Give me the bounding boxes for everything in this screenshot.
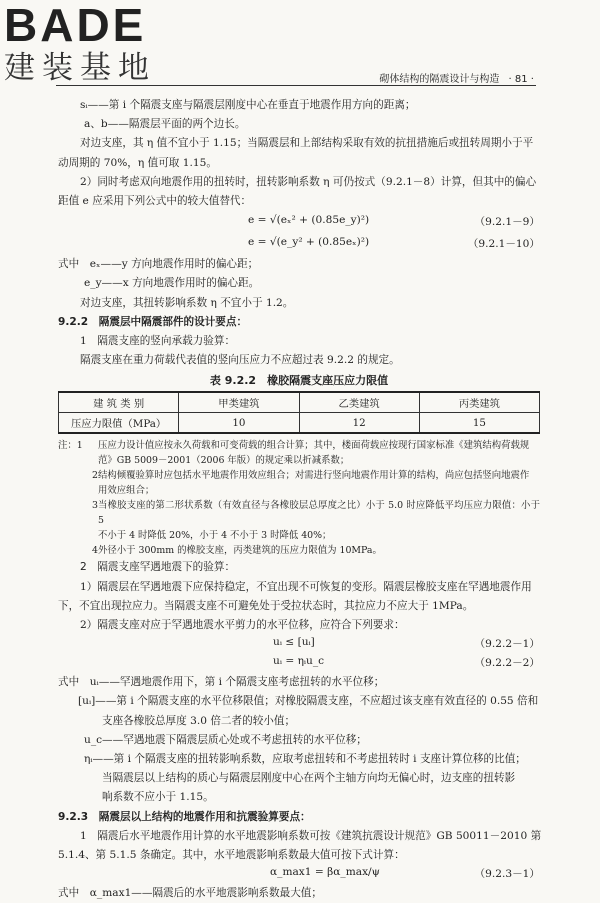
note-text: 用效应组合； [98, 485, 155, 497]
page-body [58, 96, 540, 903]
running-head-title: 砌体结构的隔震设计与构造 [379, 74, 500, 85]
text-line: 式中 uᵢ——罕遇地震作用下，第 i 个隔震支座考虑扭转的水平位移； [58, 676, 385, 689]
logo-latin: BADE [4, 0, 147, 51]
equation-formula: e = √(e_y² + (0.85eₓ)²) [248, 236, 370, 249]
table-cell: 12 [299, 413, 419, 434]
text-line: 2）隔震支座对应于罕遇地震水平剪力的水平位移，应符合下列要求： [80, 619, 405, 632]
text-line: 1 隔震支座的竖向承载力验算： [80, 335, 236, 348]
table-header-row [59, 392, 540, 413]
note-text: 范》GB 5009－2001（2006 年版）的规定乘以折减系数； [98, 455, 350, 467]
text-line: sᵢ——第 i 个隔震支座与隔震层刚度中心在垂直于地震作用方向的距离； [80, 99, 416, 111]
text-line: 式中 eₓ——y 方向地震作用时的偏心距； [58, 258, 259, 271]
equation-number: （9.2.2－1） [474, 638, 540, 651]
text-line: 式中 α_max1——隔震后的水平地震影响系数最大值； [58, 887, 322, 900]
text-line: 距值 e 应采用下列公式中的较大值替代： [58, 195, 252, 208]
text-line: 1）隔震层在罕遇地震下应保持稳定，不宜出现不可恢复的变形。隔震层橡胶支座在罕遇地震作用 [80, 580, 532, 593]
subsection-heading: 2 隔震支座罕遇地震下的验算： [80, 561, 236, 574]
equation [58, 635, 540, 654]
text-line: 动周期的 70%，η 值可取 1.15。 [58, 156, 217, 169]
text-line: 对边支座，其扭转影响系数 η 不宜小于 1.2。 [80, 296, 294, 309]
text-line: 响系数不应小于 1.15。 [102, 791, 214, 804]
text-line: a、b——隔震层平面的两个边长。 [84, 118, 246, 131]
note-text: 不小于 4 时降低 20%，小于 4 不小于 3 时降低 40%； [98, 530, 332, 542]
header-rule [56, 85, 536, 86]
text-line: 隔震支座在重力荷载代表值的竖向压应力不应超过表 9.2.2 的规定。 [80, 354, 400, 367]
running-head [379, 70, 534, 85]
equation-formula: uᵢ ≤ [uᵢ] [273, 636, 315, 649]
table-notes: 注：1 压应力设计值应按永久荷载和可变荷载的组合计算；其中，楼面荷载应按现行国家标准《建筑结构荷载规 范》GB 5009－2001（2006 年版）的规定乘以折减系数； 2 结构倾覆验算时应包括水平地震作用效应组合；对需进行竖向地震作用计算的结构，尚应包括竖向地震作 用效应组合； 3 当橡胶支座的第二形状系数（有效直径与各橡胶层总厚度之比）小于 5.0 时应降低平均压应力限值：小于 5 不小于 4 时降低 20%，小于 4 不小于 3 时降低 40%； 4 外径小于 300mm 的橡胶支座，丙类建筑的压应力限值为 10MPa。 [58, 440, 540, 557]
section-heading: 9.2.2 隔震层中隔震部件的设计要点： [58, 315, 248, 328]
text-line: [uᵢ]——第 i 个隔震支座的水平位移限值；对橡胶隔震支座，不应超过该支座有效直径的 0.55 倍和 [78, 695, 539, 708]
note-text: 压应力设计值应按永久荷载和可变荷载的组合计算；其中，楼面荷载应按现行国家标准《建筑结构荷载规 [98, 440, 530, 452]
table-header: 丙类建筑 [419, 392, 539, 413]
note-text: 外径小于 300mm 的橡胶支座，丙类建筑的压应力限值为 10MPa。 [98, 545, 382, 557]
text-line: 下，不宜出现拉应力。当隔震支座不可避免处于受拉状态时，其拉应力不应大于 1MPa。 [58, 599, 474, 612]
equation-number: （9.2.3－1） [474, 868, 540, 881]
note-text: 结构倾覆验算时应包括水平地震作用效应组合；对需进行竖向地震作用计算的结构，尚应包括竖向地震作 [98, 470, 530, 482]
equation [58, 654, 540, 673]
text-line: ηᵢ——第 i 个隔震支座的扭转影响系数，应取考虑扭转和不考虑扭转时 i 支座计算位移的比值； [84, 753, 526, 766]
equation-formula: α_max1 = βα_max/ψ [270, 866, 380, 879]
logo-chinese: 建装基地 [4, 50, 156, 86]
table-cell: 15 [419, 413, 539, 434]
section-heading: 9.2.3 隔震层以上结构的地震作用和抗震验算要点： [58, 810, 311, 823]
text-line: 5.1.4、第 5.1.5 条确定。其中，水平地震影响系数最大值可按下式计算： [58, 849, 405, 862]
equation [58, 233, 540, 255]
notes-label: 注：1 [58, 440, 83, 452]
logo [4, 2, 156, 86]
table-row [59, 413, 540, 434]
equation-number: （9.2.1－9） [474, 216, 540, 229]
text-line: 2）同时考虑双向地震作用的扭转时，扭转影响系数 η 可仍按式（9.2.1－8）计算，但其中的偏心 [80, 175, 537, 188]
table-header: 建 筑 类 别 [59, 392, 179, 413]
stress-limit-table [58, 391, 540, 434]
table-caption: 表 9.2.2 橡胶隔震支座压应力限值 [209, 374, 389, 388]
text-line: u_c——罕遇地震下隔震层质心处或不考虑扭转的水平位移； [84, 733, 367, 746]
table-row-label: 压应力限值（MPa） [59, 413, 179, 434]
text-line: 1 隔震后水平地震作用计算的水平地震影响系数可按《建筑抗震设计规范》GB 50011－2010 第 [80, 829, 542, 842]
equation-formula: uᵢ = ηᵢu_c [273, 655, 325, 668]
table-header: 乙类建筑 [299, 392, 419, 413]
table-cell: 10 [179, 413, 299, 434]
text-line: 当隔震层以上结构的质心与隔震层刚度中心在两个主轴方向均无偏心时，边支座的扭转影 [102, 772, 516, 785]
equation-formula: e = √(eₓ² + (0.85e_y)²) [248, 214, 370, 227]
table-header: 甲类建筑 [179, 392, 299, 413]
text-line: e_y——x 方向地震作用时的偏心距。 [84, 277, 260, 290]
equation [58, 211, 540, 233]
text-line: 对边支座，其 η 值不宜小于 1.15；当隔震层和上部结构采取有效的抗扭措施后或扭转周期小于平 [80, 137, 534, 150]
page-number: · 81 · [508, 74, 534, 85]
text-line: 支座各橡胶总厚度 3.0 倍二者的较小值； [102, 714, 296, 727]
equation-number: （9.2.2－2） [474, 657, 540, 670]
equation-number: （9.2.1－10） [467, 238, 540, 251]
equation [58, 865, 540, 884]
note-text: 当橡胶支座的第二形状系数（有效直径与各橡胶层总厚度之比）小于 5.0 时应降低平均压应力限值：小于 5 [98, 500, 540, 527]
